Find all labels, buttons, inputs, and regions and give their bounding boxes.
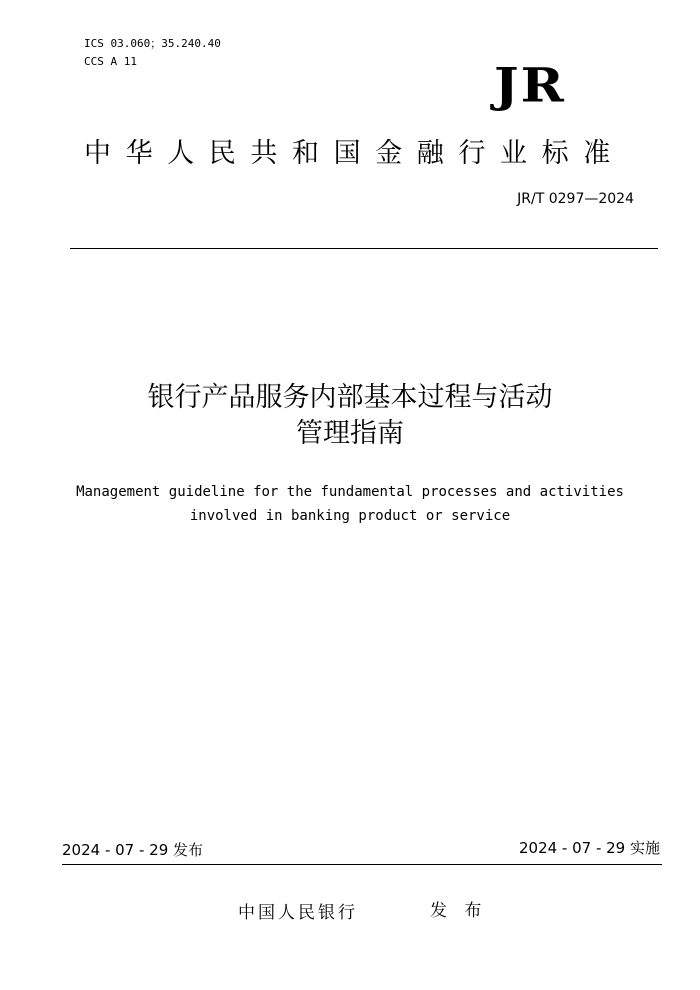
- issuer-name: 中国人民银行: [238, 903, 358, 923]
- document-title-cn-line2: 管理指南: [296, 418, 404, 449]
- ics-code: ICS 03.060；35.240.40: [84, 37, 221, 50]
- standard-number: JR/T 0297—2024: [517, 191, 634, 207]
- header-divider: [70, 248, 658, 249]
- jr-logo: [494, 60, 624, 118]
- publish-date: 2024 - 07 - 29 发布: [62, 841, 204, 859]
- document-title-cn: [0, 380, 700, 452]
- implement-date: 2024 - 07 - 29 实施: [518, 839, 660, 857]
- document-title-cn-line1: 银行产品服务内部基本过程与活动: [147, 382, 553, 413]
- document-title-en: [0, 480, 700, 528]
- document-title-en-line1: Management guideline for the fundamental processes and activities: [76, 484, 624, 500]
- footer-divider: [62, 864, 662, 865]
- issue-word: 发 布: [430, 901, 488, 921]
- ccs-code: CCS A 11: [84, 55, 137, 68]
- jr-logo-text: JR: [494, 58, 566, 114]
- document-title-en-line2: involved in banking product or service: [189, 508, 511, 524]
- standard-name-cn: 中华人民共和国金融行业标准: [84, 138, 625, 169]
